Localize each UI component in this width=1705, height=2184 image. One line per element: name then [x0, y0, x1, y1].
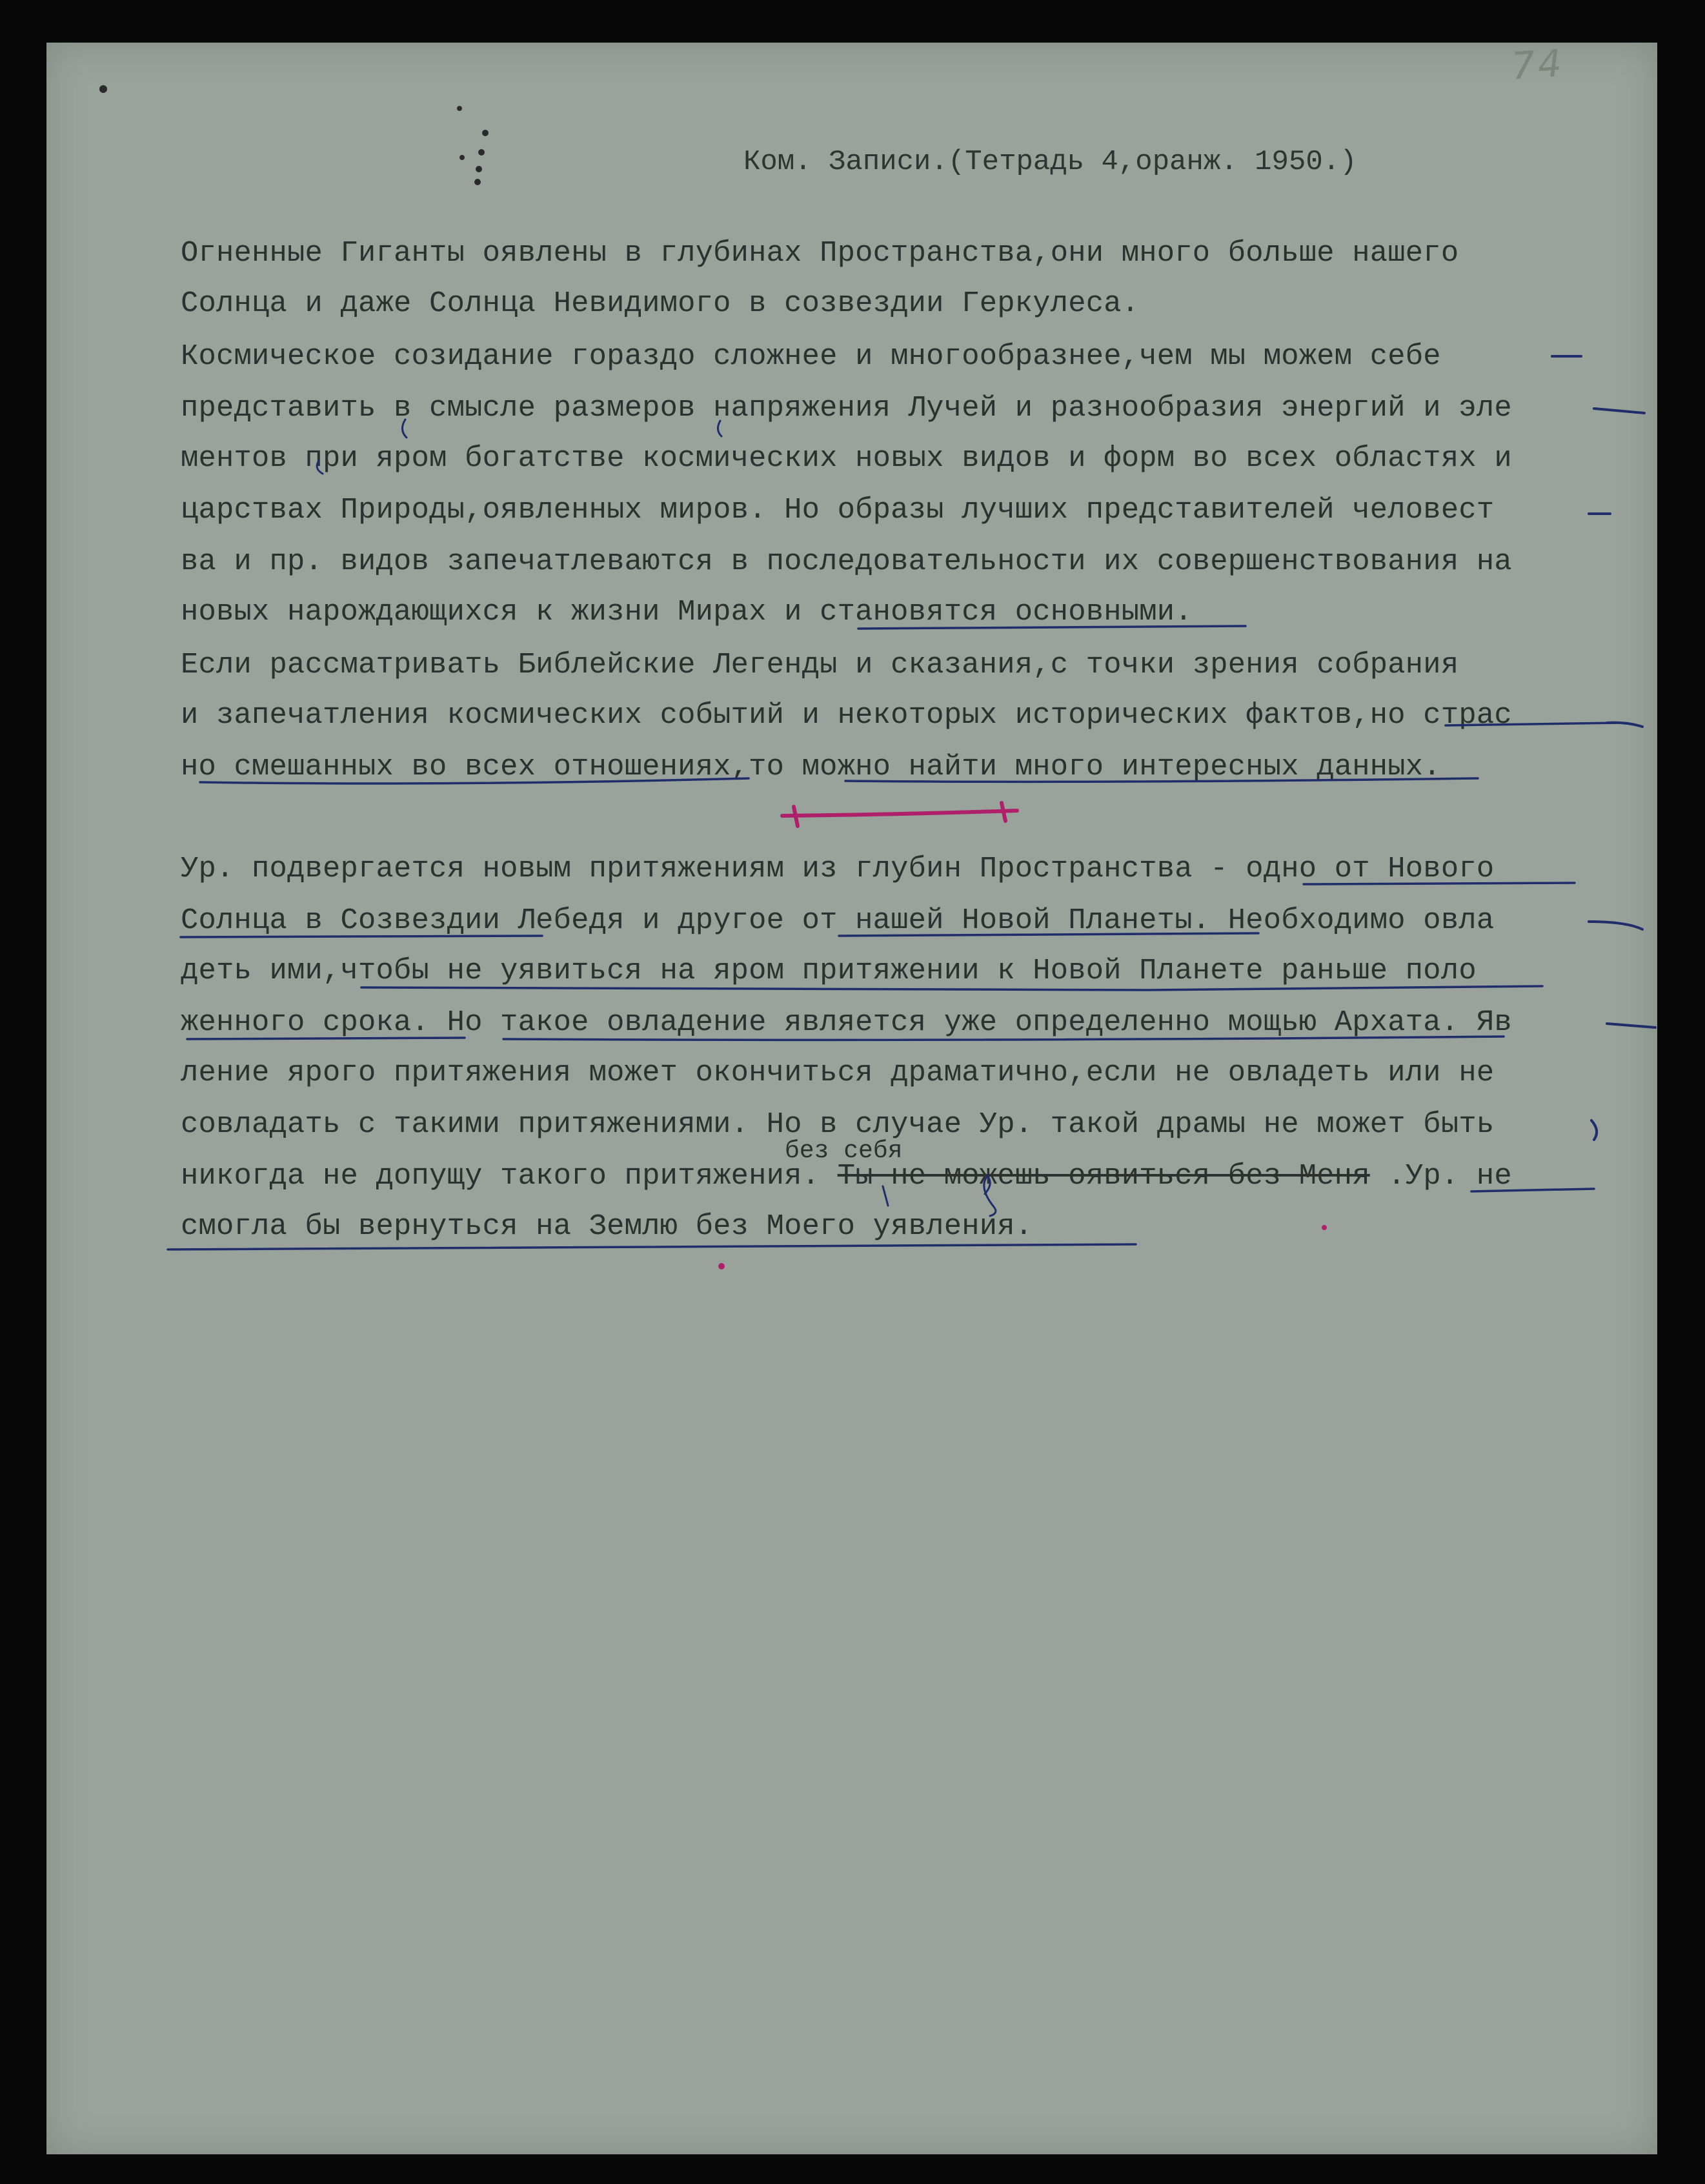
paragraph2-line-4: царствах Природы,оявленных миров. Но образы лучших представителей человест: [181, 493, 1495, 527]
paragraph2-line-1: Космическое созидание гораздо сложнее и многообразнее,чем мы можем себе: [181, 339, 1441, 373]
correction-marks: [317, 420, 996, 1216]
paragraph4-line-2: Солнца в Созвездии Лебедя и другое от нашей Новой Планеты. Необходимо овла: [181, 904, 1495, 937]
struck-through-text: Ты не можешь оявиться без Меня: [837, 1159, 1370, 1193]
paragraph2-line-3: ментов при яром богатстве космических новых видов и форм во всех областях и: [181, 441, 1512, 475]
underlines: [168, 626, 1617, 1249]
paragraph3-line-3: но смешанных во всех отношениях,то можно найти много интересных данных.: [181, 750, 1441, 784]
paragraph4-line-5: ление ярого притяжения может окончиться драматично,если не овладеть или не: [181, 1056, 1495, 1089]
paragraph4-line-8: смогла бы вернуться на Землю без Моего уявления.: [181, 1209, 1033, 1243]
magenta-strike: [782, 803, 1017, 826]
paragraph4-line-4: женного срока. Но такое овладение является уже определенно мощью Архата. Яв: [181, 1006, 1512, 1039]
paragraph4-line-3: деть ими,чтобы не уявиться на яром притяжении к Новой Планете раньше поло: [181, 954, 1477, 987]
handwritten-insert: без себя: [785, 1137, 903, 1165]
paragraph1-line-1: Огненные Гиганты оявлены в глубинах Пространства,они много больше нашего: [181, 236, 1459, 270]
document-header: Ком. Записи.(Тетрадь 4,оранж. 1950.): [743, 146, 1357, 178]
paragraph2-line-5: ва и пр. видов запечатлеваются в последовательности их совершенствования на: [181, 545, 1512, 578]
ink-dots: [99, 85, 489, 185]
paragraph3-line-2: и запечатления космических событий и некоторых исторических фактов,но страс: [181, 698, 1512, 732]
line-7-end: .Ур. не: [1387, 1159, 1512, 1193]
paragraph3-line-1: Если рассматривать Библейские Легенды и сказания,с точки зрения собрания: [181, 648, 1459, 682]
line-7-start: никогда не допущу такого притяжения.: [181, 1159, 820, 1193]
paragraph4-line-1: Ур. подвергается новым притяжениям из глубин Пространства - одно от Нового: [181, 852, 1495, 885]
page-number: 74: [1509, 41, 1566, 88]
paragraph4-line-6: совладать с такими притяжениями. Но в случае Ур. такой драмы не может быть: [181, 1107, 1495, 1141]
paragraph2-line-6: новых нарождающихся к жизни Мирах и становятся основными.: [181, 595, 1193, 629]
paragraph1-line-2: Солнца и даже Солнца Невидимого в созвездии Геркулеса.: [181, 287, 1140, 320]
paragraph2-line-2: представить в смысле размеров напряжения Лучей и разнообразия энергий и эле: [181, 391, 1512, 425]
margin-marks: [1552, 356, 1655, 1140]
stray-dots: [718, 1225, 1327, 1269]
